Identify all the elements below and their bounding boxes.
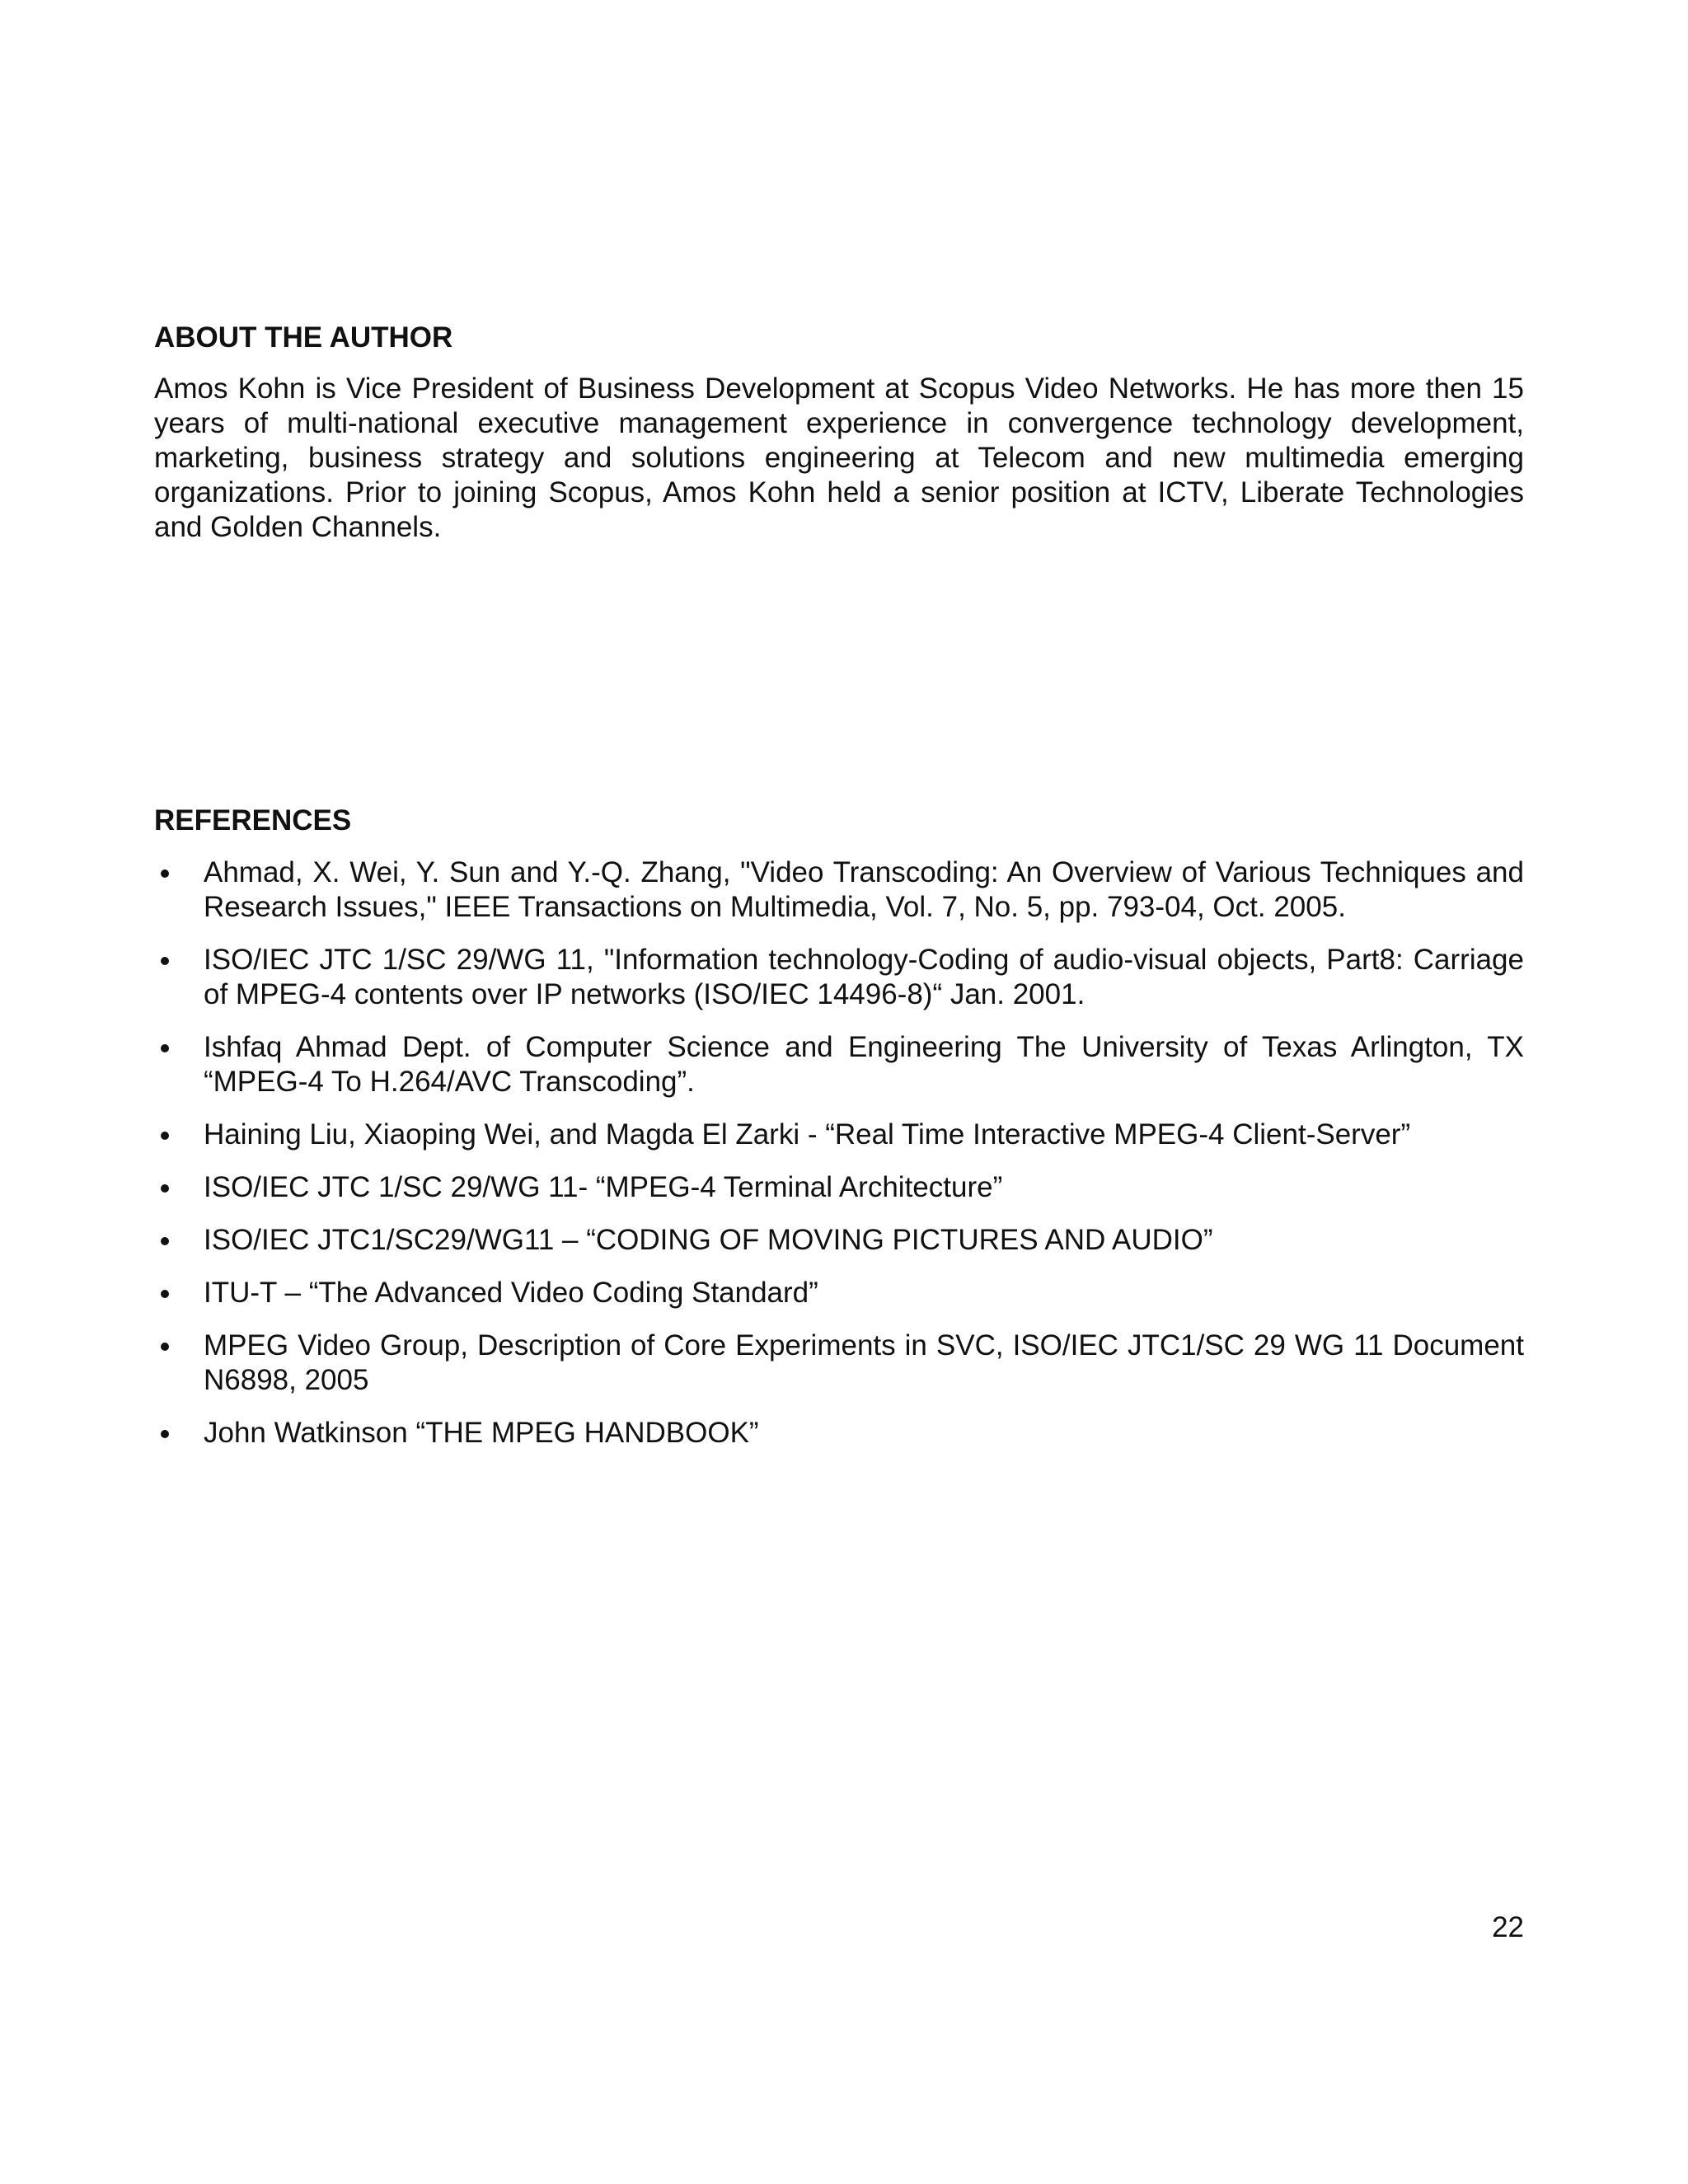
bullet-icon [161,1343,169,1351]
reference-item [154,1416,1524,1451]
reference-text: Haining Liu, Xiaoping Wei, and Magda El Zarki - “Real Time Interactive MPEG-4 Client-Server” [204,1118,1411,1151]
bullet-icon [161,957,169,965]
references-heading: REFERENCES [154,804,352,837]
references-list [154,855,1524,1469]
bullet-icon [161,1430,169,1438]
reference-item [154,1223,1524,1258]
page-number: 22 [1492,1911,1524,1943]
reference-text: Ahmad, X. Wei, Y. Sun and Y.-Q. Zhang, "Video Transcoding: An Overview of Various Techniques and Research Issues," IEEE Transactions on Multimedia, Vol. 7, No. 5, pp. 793-04, Oct. 2005. [204,856,1524,923]
reference-item [154,1276,1524,1310]
reference-item [154,855,1524,925]
reference-text: John Watkinson “THE MPEG HANDBOOK” [204,1417,759,1449]
about-author-heading: ABOUT THE AUTHOR [154,321,453,354]
bullet-icon [161,1044,169,1052]
bullet-icon [161,869,169,878]
reference-text: ITU-T – “The Advanced Video Coding Standard” [204,1277,818,1309]
reference-text: ISO/IEC JTC 1/SC 29/WG 11- “MPEG-4 Terminal Architecture” [204,1171,1003,1203]
bullet-icon [161,1184,169,1193]
reference-item [154,943,1524,1012]
bullet-icon [161,1290,169,1298]
reference-item [154,1030,1524,1099]
bullet-icon [161,1132,169,1140]
bullet-icon [161,1237,169,1245]
reference-text: Ishfaq Ahmad Dept. of Computer Science and Engineering The University of Texas Arlington, TX “MPEG-4 To H.264/AVC Transcoding”. [204,1031,1524,1098]
reference-item [154,1329,1524,1398]
reference-item [154,1170,1524,1205]
reference-text: ISO/IEC JTC 1/SC 29/WG 11, "Information technology-Coding of audio-visual objects, Part8: Carriage of MPEG-4 contents over IP networks (ISO/IEC 14496-8)“ Jan. 2001. [204,944,1524,1010]
reference-item [154,1118,1524,1152]
about-author-paragraph: Amos Kohn is Vice President of Business Development at Scopus Video Networks. He has more then 15 years of multi-national executive management experience in convergence technology development, marketing, business strategy and solutions engineering at Telecom and new multimedia emerging organizations. Prior to joining Scopus, Amos Kohn held a senior position at ICTV, Liberate Technologies and Golden Channels. [154,373,1524,543]
reference-text: MPEG Video Group, Description of Core Experiments in SVC, ISO/IEC JTC1/SC 29 WG 11 Document N6898, 2005 [204,1329,1524,1396]
reference-text: ISO/IEC JTC1/SC29/WG11 – “CODING OF MOVING PICTURES AND AUDIO” [204,1224,1213,1256]
